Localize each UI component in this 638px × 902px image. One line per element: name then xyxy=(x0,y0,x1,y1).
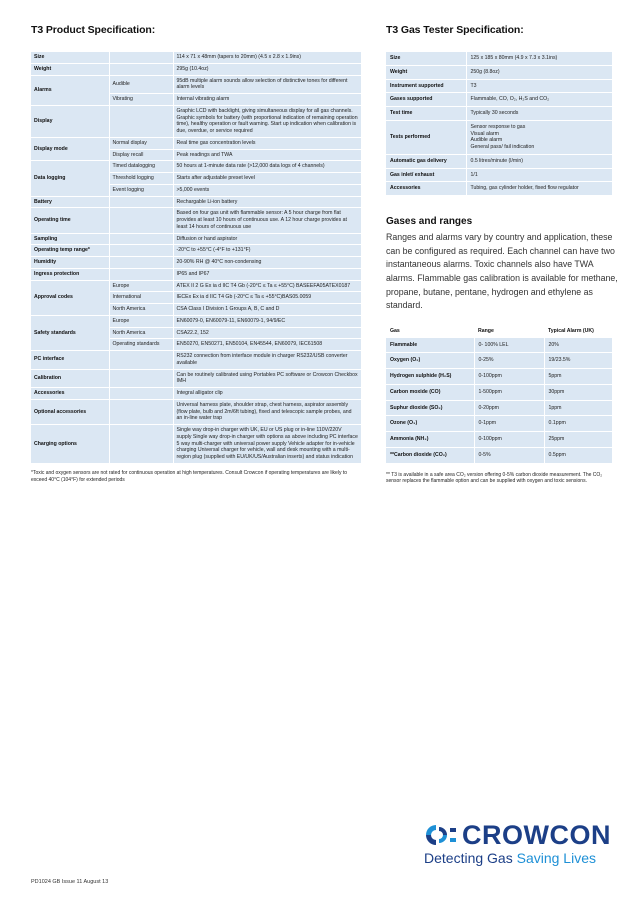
spec-label: Display mode xyxy=(31,137,109,161)
spec-value: Real time gas concentration levels xyxy=(173,137,361,149)
spec-value: 50 hours at 1-minute data rate (>12,000 data logs of 4 channels) xyxy=(173,161,361,173)
spec-sublabel xyxy=(109,196,173,208)
spec-value: Integral alligator clip xyxy=(173,388,361,400)
tester-row xyxy=(386,79,612,93)
spec-label: Display xyxy=(31,105,109,137)
spec-value: Rechargable Li-ion battery xyxy=(173,196,361,208)
spec-sublabel: Europe xyxy=(109,280,173,292)
spec-label: Operating time xyxy=(31,208,109,233)
spec-value: Graphic LCD with backlight, giving simultaneous display for all gas channels. Graphic symbols for battery (with proportional indication of remaining operation time), healthy operation or fault warning. Start up indication when calibration is due, overdue, or service required xyxy=(173,105,361,137)
spec-label: Approval codes xyxy=(31,280,109,315)
tester-label: Tests performed xyxy=(386,120,466,154)
spec-sublabel xyxy=(109,268,173,280)
spec-label: Data logging xyxy=(31,161,109,196)
tester-value: 1/1 xyxy=(466,168,612,182)
spec-label: Ingress protection xyxy=(31,268,109,280)
spec-sublabel: Threshold logging xyxy=(109,173,173,185)
gas-row xyxy=(386,384,612,400)
spec-row xyxy=(31,196,361,208)
spec-sublabel: Vibrating xyxy=(109,94,173,106)
gas-ranges-header-row xyxy=(386,325,612,338)
spec-value: Based on four gas unit with flammable sensor: A 5 hour charge from flat provides at least 10 hours of continuous use. A 12 hour charge provides at least 14 hours of continuous use xyxy=(173,208,361,233)
spec-sublabel: North America xyxy=(109,327,173,339)
spec-row xyxy=(31,233,361,245)
spec-sublabel: Operating standards xyxy=(109,339,173,351)
spec-label: Alarms xyxy=(31,75,109,105)
tester-label: Size xyxy=(386,52,466,65)
spec-sublabel xyxy=(109,52,173,63)
spec-value: 95dB multiple alarm sounds allow selection of distinctive tones for different alarm levels xyxy=(173,75,361,94)
spec-sublabel: Normal display xyxy=(109,137,173,149)
gas-tester-column xyxy=(386,24,618,485)
gas-row xyxy=(386,400,612,416)
spec-sublabel xyxy=(109,369,173,388)
spec-value: CSA Class I Division 1 Groups A, B, C and D xyxy=(173,304,361,316)
spec-sublabel xyxy=(109,388,173,400)
gas-row xyxy=(386,369,612,385)
spec-row xyxy=(31,137,361,149)
spec-row xyxy=(31,388,361,400)
spec-label: Operating temp range* xyxy=(31,245,109,257)
gas-row xyxy=(386,416,612,432)
gas-range: 0-25% xyxy=(474,353,544,369)
spec-value: RS232 connection from interface module in charger RS232/USB converter available xyxy=(173,351,361,370)
spec-value: IECEx Ex ia d IIC T4 Gb (-20°C ≤ Ta ≤ +55°C)BAS05.0059 xyxy=(173,292,361,304)
gases-body-text: Ranges and alarms vary by country and application, these can be configured as required. Each channel can have two instantaneous alarms. Toxic channels also have TWA alarms. Flammable gas calibration is available for methane, propane, butane, pentane, hydrogen and ethylene as standard. xyxy=(386,232,618,311)
gas-row xyxy=(386,447,612,463)
gas-alarm: 19/23.5% xyxy=(544,353,612,369)
spec-value: >5,000 events xyxy=(173,184,361,196)
spec-row xyxy=(31,369,361,388)
gas-alarm: 1ppm xyxy=(544,400,612,416)
spec-sublabel xyxy=(109,245,173,257)
gas-name: **Carbon dioxide (CO₂) xyxy=(386,447,474,463)
spec-sublabel: Event logging xyxy=(109,184,173,196)
gas-name: Oxygen (O₂) xyxy=(386,353,474,369)
spec-row xyxy=(31,161,361,173)
spec-sublabel xyxy=(109,208,173,233)
spec-value: Internal vibrating alarm xyxy=(173,94,361,106)
spec-sublabel xyxy=(109,425,173,464)
spec-label: Humidity xyxy=(31,257,109,269)
gas-alarm: 30ppm xyxy=(544,384,612,400)
spec-label: Battery xyxy=(31,196,109,208)
spec-value: Single way drop-in charger with UK, EU or US plug or in-line 110V/220V supply Single way drop-in charger with options as above including PC interface 5 way multi-charger with universal power supply Vehicle adapter for in-vehicle charging Universal charger for vehicle, wall and desk mounting with a multi-region plug (supplied with EU/UK/US/Australian inserts) and status indication xyxy=(173,425,361,464)
spec-label: Optional accessories xyxy=(31,399,109,424)
tester-value: 125 x 185 x 80mm (4.9 x 7.3 x 3.1ins) xyxy=(466,52,612,65)
product-spec-title: T3 Product Specification: xyxy=(31,24,156,36)
spec-sublabel: Display recall xyxy=(109,149,173,161)
gas-alarm: 5ppm xyxy=(544,369,612,385)
gas-name: Carbon moxide (CO) xyxy=(386,384,474,400)
document-reference: PD1024 GB Issue 11 August 13 xyxy=(31,879,109,885)
gas-tester-table xyxy=(386,52,612,196)
spec-label: Size xyxy=(31,52,109,63)
gases-heading: Gases and ranges xyxy=(386,216,473,227)
spec-sublabel xyxy=(109,105,173,137)
tagline-part-2: Saving Lives xyxy=(516,850,596,866)
tester-label: Weight xyxy=(386,65,466,79)
spec-label: PC interface xyxy=(31,351,109,370)
spec-row xyxy=(31,399,361,424)
spec-value: EN60079-0, EN60079-11, EN60079-1, 94/9/EC xyxy=(173,315,361,327)
range-column-header: Range xyxy=(474,325,544,338)
spec-value: CSA22.2, 152 xyxy=(173,327,361,339)
tester-row xyxy=(386,120,612,154)
product-spec-table xyxy=(31,52,361,464)
tester-value: Sensor response to gas Visual alarm Audible alarm General pass/ fail indication xyxy=(466,120,612,154)
tester-row xyxy=(386,65,612,79)
co2-footnote: ** T3 is available in a safe area CO₂ version offering 0-5% carbon dioxide measurement. The CO₂ sensor replaces the flammable option and can be supplied with oxygen and toxic sensions. xyxy=(386,471,603,485)
tester-value: T3 xyxy=(466,79,612,93)
tester-value: Flammable, CO, O₂, H₂S and CO₂ xyxy=(466,93,612,107)
spec-value: Diffusion or hand aspirator xyxy=(173,233,361,245)
spec-value: EN50270, EN50271, EN50104, EN45544, EN60079, IEC61508 xyxy=(173,339,361,351)
gas-row xyxy=(386,432,612,448)
spec-sublabel: International xyxy=(109,292,173,304)
tester-label: Test time xyxy=(386,107,466,121)
spec-row xyxy=(31,63,361,75)
tester-label: Instrument supported xyxy=(386,79,466,93)
gas-range: 0-5% xyxy=(474,447,544,463)
tester-label: Automatic gas delivery xyxy=(386,154,466,168)
spec-label: Safety standards xyxy=(31,315,109,350)
gas-name: Hydrogen sulphide (H₂S) xyxy=(386,369,474,385)
tester-row xyxy=(386,154,612,168)
spec-sublabel: Europe xyxy=(109,315,173,327)
gas-range: 0-1ppm xyxy=(474,416,544,432)
gas-row xyxy=(386,338,612,353)
spec-sublabel: North America xyxy=(109,304,173,316)
gas-alarm: 20% xyxy=(544,338,612,353)
crowcon-logo xyxy=(422,820,612,868)
spec-value: Can be routinely calibrated using Portables PC software or Crowcon Checkbox IMH xyxy=(173,369,361,388)
tester-row xyxy=(386,182,612,196)
spec-row xyxy=(31,425,361,464)
spec-row xyxy=(31,75,361,94)
gas-range: 0-20ppm xyxy=(474,400,544,416)
spec-row xyxy=(31,351,361,370)
spec-value: IP65 and IP67 xyxy=(173,268,361,280)
spec-value: ATEX II 2 G Ex ia d IIC T4 Gb (-20°C ≤ Ta ≤ +55°C) BASEEFA05ATEX0187 xyxy=(173,280,361,292)
spec-row xyxy=(31,315,361,327)
alarm-column-header: Typical Alarm (UK) xyxy=(544,325,612,338)
spec-row xyxy=(31,52,361,63)
gas-name: Suphur dioxide (SO₂) xyxy=(386,400,474,416)
logo-tagline xyxy=(424,850,596,866)
gas-range: 1-500ppm xyxy=(474,384,544,400)
spec-label: Sampling xyxy=(31,233,109,245)
tester-value: 250g (8.8oz) xyxy=(466,65,612,79)
spec-sublabel: Audible xyxy=(109,75,173,94)
spec-label: Weight xyxy=(31,63,109,75)
gas-name: Flammable xyxy=(386,338,474,353)
tester-row xyxy=(386,168,612,182)
spec-value: 114 x 71 x 48mm (tapers to 20mm) (4.5 x 2.8 x 1.9ins) xyxy=(173,52,361,63)
spec-value: -20°C to +55°C (-4°F to +131°F) xyxy=(173,245,361,257)
spec-row xyxy=(31,257,361,269)
tester-row xyxy=(386,52,612,65)
gas-alarm: 0.1ppm xyxy=(544,416,612,432)
tester-row xyxy=(386,107,612,121)
spec-sublabel xyxy=(109,63,173,75)
gas-range: 0-100ppm xyxy=(474,369,544,385)
spec-sublabel: Timed datalogging xyxy=(109,161,173,173)
spec-row xyxy=(31,245,361,257)
gas-column-header: Gas xyxy=(386,325,474,338)
tester-label: Gas inlet/ exhaust xyxy=(386,168,466,182)
gas-ranges-table xyxy=(386,325,612,464)
temperature-footnote: *Toxic and oxygen sensors are not rated for continuous operation at high temperatures. Consult Crowcon if operating temperatures are likely to exceed 40°C (104°F) for extended periods xyxy=(31,469,348,483)
spec-label: Accessories xyxy=(31,388,109,400)
tester-value: Tubing, gas cylinder holder, fixed flow regulator xyxy=(466,182,612,196)
spec-sublabel xyxy=(109,399,173,424)
gas-name: Ozone (O₃) xyxy=(386,416,474,432)
product-spec-column xyxy=(31,24,361,483)
spec-sublabel xyxy=(109,257,173,269)
logo-wordmark: CROWCON xyxy=(462,820,611,850)
spec-value: Peak readings and TWA xyxy=(173,149,361,161)
spec-row xyxy=(31,280,361,292)
gas-alarm: 0.5ppm xyxy=(544,447,612,463)
tagline-part-1: Detecting Gas xyxy=(424,850,517,866)
gas-name: Ammonia (NH₃) xyxy=(386,432,474,448)
spec-row xyxy=(31,105,361,137)
gas-row xyxy=(386,353,612,369)
crowcon-mark-icon xyxy=(422,822,458,848)
spec-value: 295g (10.4oz) xyxy=(173,63,361,75)
tester-label: Accessories xyxy=(386,182,466,196)
tester-value: 0.5 litres/minute (l/min) xyxy=(466,154,612,168)
spec-value: Starts after adjustable preset level xyxy=(173,173,361,185)
spec-value: Universal harness plate, shoulder strap, chest harness, aspirator assembly (flow plate, bulb and 2m/6ft tubing), fixed and telescopic sample probes, and an in-line water trap xyxy=(173,399,361,424)
spec-sublabel xyxy=(109,351,173,370)
spec-value: 20-90% RH @ 40°C non-condensing xyxy=(173,257,361,269)
tester-row xyxy=(386,93,612,107)
spec-label: Charging options xyxy=(31,425,109,464)
gas-alarm: 25ppm xyxy=(544,432,612,448)
gas-tester-title: T3 Gas Tester Specification: xyxy=(386,24,524,36)
gas-range: 0-100ppm xyxy=(474,432,544,448)
tester-value: Typically 30 seconds xyxy=(466,107,612,121)
gas-range: 0- 100% LEL xyxy=(474,338,544,353)
spec-sublabel xyxy=(109,233,173,245)
tester-label: Gases supported xyxy=(386,93,466,107)
spec-label: Calibration xyxy=(31,369,109,388)
spec-row xyxy=(31,268,361,280)
spec-row xyxy=(31,208,361,233)
